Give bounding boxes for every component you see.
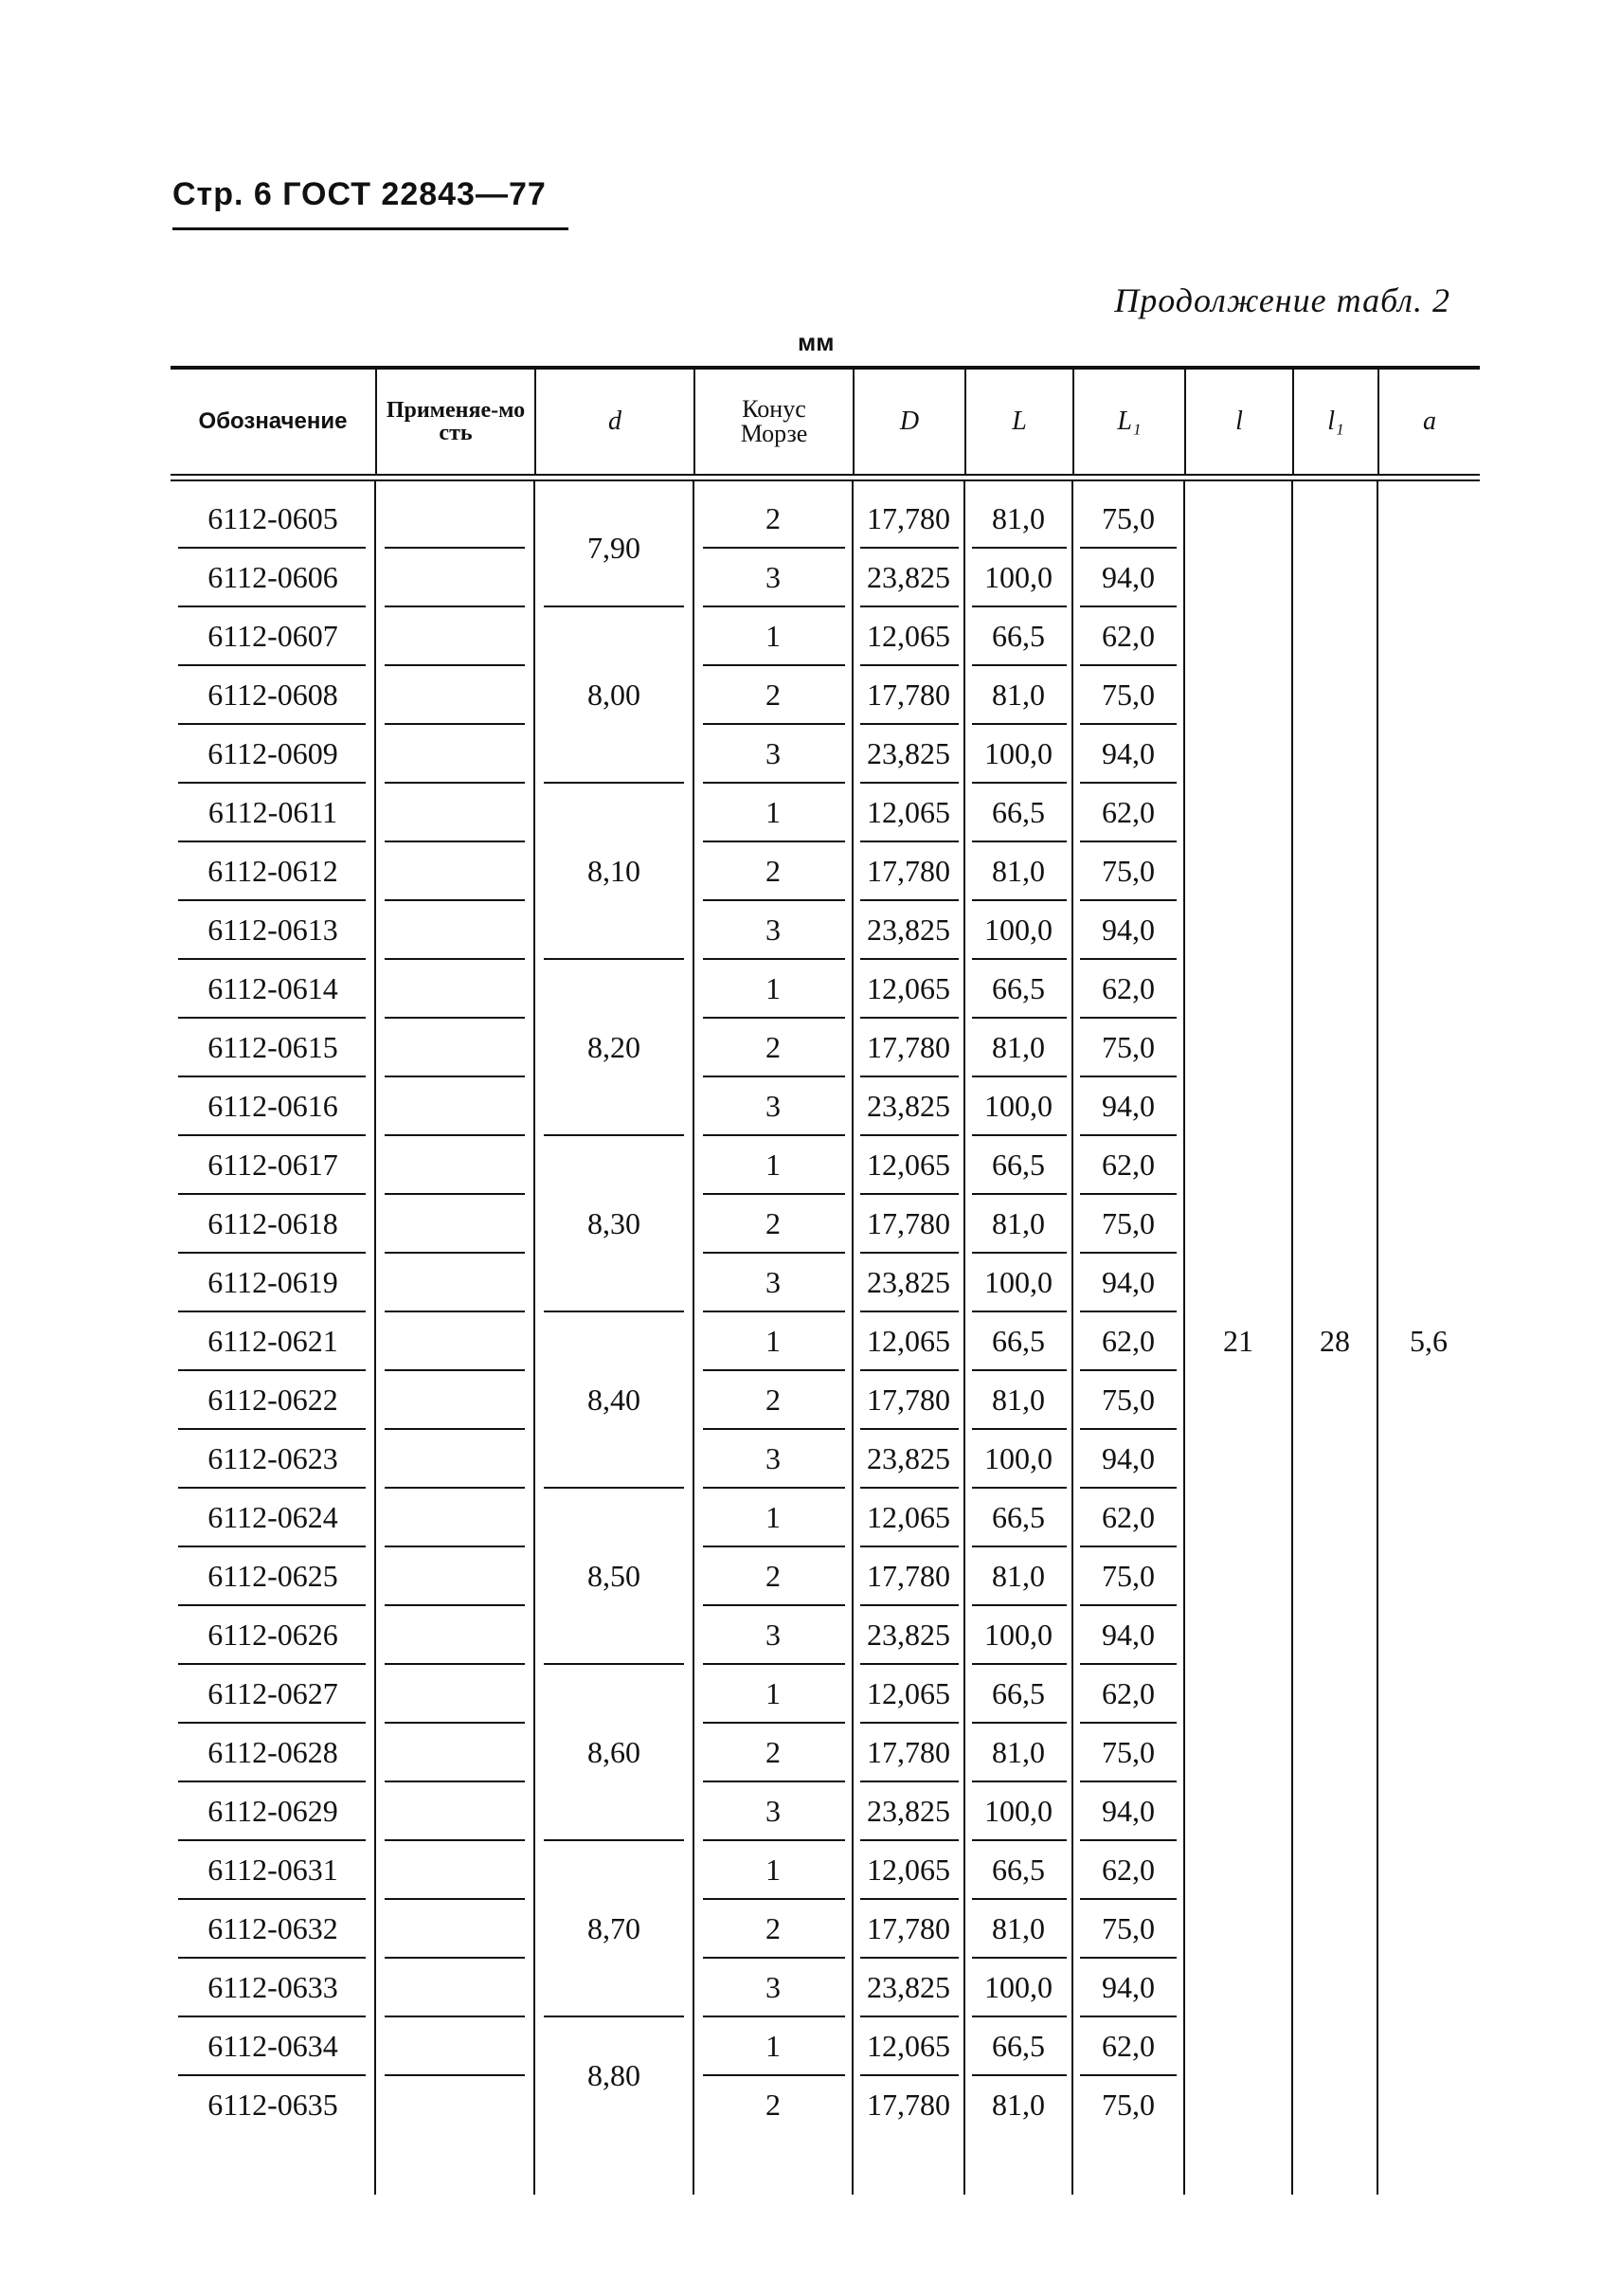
row-designation: 6112-0613 [207, 912, 338, 947]
row-L: 81,0 [992, 1029, 1045, 1064]
row-L1: 75,0 [1102, 853, 1155, 888]
row-L: 81,0 [992, 1558, 1045, 1593]
units-label: мм [798, 328, 835, 356]
row-designation: 6112-0621 [207, 1323, 338, 1358]
dimensions-table [171, 366, 1480, 2195]
row-morse-cone: 2 [765, 677, 781, 712]
row-L: 66,5 [992, 1323, 1045, 1358]
header-morse-cone [693, 370, 853, 474]
row-morse-cone: 1 [765, 2028, 781, 2063]
row-rule [385, 1898, 525, 1900]
row-D: 17,780 [867, 2087, 950, 2122]
header-l: l [1184, 370, 1292, 474]
row-rule [385, 899, 525, 901]
row-rule [385, 1369, 525, 1371]
group-d-value: 8,00 [587, 677, 640, 712]
table-body [171, 481, 1480, 2195]
shared-l-value: 21 [1223, 1323, 1253, 1358]
row-L1: 94,0 [1102, 559, 1155, 594]
row-designation: 6112-0623 [207, 1440, 338, 1475]
row-designation: 6112-0628 [207, 1734, 338, 1769]
row-morse-cone: 2 [765, 853, 781, 888]
row-morse-cone: 1 [765, 1147, 781, 1182]
row-D: 17,780 [867, 1558, 950, 1593]
row-L1: 75,0 [1102, 1382, 1155, 1417]
row-D: 17,780 [867, 1205, 950, 1240]
row-L1: 62,0 [1102, 2028, 1155, 2063]
row-rule [385, 1487, 525, 1489]
row-rule [385, 606, 525, 607]
row-morse-cone: 2 [765, 1029, 781, 1064]
row-rule [385, 1839, 525, 1841]
row-D: 17,780 [867, 500, 950, 535]
row-morse-cone: 3 [765, 1264, 781, 1299]
row-L: 100,0 [984, 1793, 1053, 1828]
header-l1: l₁ [1292, 370, 1377, 474]
row-D: 17,780 [867, 1910, 950, 1945]
shared-a-value: 5,6 [1410, 1323, 1448, 1358]
row-morse-cone: 2 [765, 1205, 781, 1240]
row-designation: 6112-0626 [207, 1617, 338, 1652]
row-designation: 6112-0627 [207, 1675, 338, 1710]
row-rule [385, 1781, 525, 1782]
group-d-value: 8,80 [587, 2057, 640, 2092]
row-L1: 62,0 [1102, 1323, 1155, 1358]
row-morse-cone: 3 [765, 1088, 781, 1123]
row-morse-cone: 2 [765, 1382, 781, 1417]
row-designation: 6112-0617 [207, 1147, 338, 1182]
row-morse-cone: 1 [765, 794, 781, 829]
row-L1: 75,0 [1102, 1029, 1155, 1064]
row-rule [385, 664, 525, 666]
header-applicability-text: Применяе-мость [386, 398, 526, 445]
header-designation: Обозначение [198, 408, 348, 434]
row-morse-cone: 3 [765, 1969, 781, 2004]
row-L1: 62,0 [1102, 970, 1155, 1005]
row-rule [385, 1957, 525, 1959]
group-d-value: 7,90 [587, 530, 640, 565]
row-rule [385, 1017, 525, 1019]
header-d: d [534, 370, 693, 474]
row-designation: 6112-0633 [207, 1969, 338, 2004]
row-D: 17,780 [867, 1382, 950, 1417]
row-morse-cone: 3 [765, 735, 781, 770]
group-d-value: 8,20 [587, 1029, 640, 1064]
row-morse-cone: 1 [765, 970, 781, 1005]
row-designation: 6112-0625 [207, 1558, 338, 1593]
row-designation: 6112-0609 [207, 735, 338, 770]
row-designation: 6112-0624 [207, 1499, 338, 1534]
row-L: 81,0 [992, 1382, 1045, 1417]
row-morse-cone: 2 [765, 1558, 781, 1593]
table-header-row [171, 370, 1480, 474]
header-L: L [964, 370, 1072, 474]
row-L: 100,0 [984, 1088, 1053, 1123]
row-L: 100,0 [984, 1264, 1053, 1299]
row-morse-cone: 3 [765, 1793, 781, 1828]
shared-l1-value: 28 [1320, 1323, 1350, 1358]
row-morse-cone: 2 [765, 2087, 781, 2122]
row-rule [385, 1722, 525, 1724]
row-L1: 75,0 [1102, 1910, 1155, 1945]
row-D: 12,065 [867, 970, 950, 1005]
row-designation: 6112-0616 [207, 1088, 338, 1123]
header-double-rule [171, 474, 1480, 481]
row-L: 66,5 [992, 618, 1045, 653]
group-d-value: 8,30 [587, 1205, 640, 1240]
group-d-value: 8,50 [587, 1558, 640, 1593]
header-D: D [853, 370, 964, 474]
row-L: 66,5 [992, 794, 1045, 829]
row-L1: 75,0 [1102, 1558, 1155, 1593]
row-D: 17,780 [867, 1029, 950, 1064]
row-designation: 6112-0622 [207, 1382, 338, 1417]
row-L: 66,5 [992, 1147, 1045, 1182]
row-rule [385, 1134, 525, 1136]
table-continuation-label: Продолжение табл. 2 [1114, 281, 1450, 319]
row-rule [385, 1193, 525, 1195]
row-D: 12,065 [867, 794, 950, 829]
row-D: 12,065 [867, 1499, 950, 1534]
row-designation: 6112-0619 [207, 1264, 338, 1299]
row-designation: 6112-0634 [207, 2028, 338, 2063]
row-D: 17,780 [867, 1734, 950, 1769]
row-L1: 94,0 [1102, 735, 1155, 770]
row-designation: 6112-0607 [207, 618, 338, 653]
row-designation: 6112-0614 [207, 970, 338, 1005]
row-designation: 6112-0611 [207, 794, 338, 829]
row-morse-cone: 3 [765, 912, 781, 947]
row-rule [385, 1311, 525, 1312]
row-L1: 94,0 [1102, 1617, 1155, 1652]
row-D: 23,825 [867, 1440, 950, 1475]
row-L1: 62,0 [1102, 1852, 1155, 1887]
row-L1: 75,0 [1102, 2087, 1155, 2122]
row-morse-cone: 2 [765, 1734, 781, 1769]
row-L: 81,0 [992, 2087, 1045, 2122]
row-rule [385, 2074, 525, 2076]
row-morse-cone: 1 [765, 618, 781, 653]
row-rule [385, 2016, 525, 2017]
row-D: 23,825 [867, 912, 950, 947]
row-morse-cone: 3 [765, 1440, 781, 1475]
row-L1: 62,0 [1102, 794, 1155, 829]
row-L1: 75,0 [1102, 1205, 1155, 1240]
row-L1: 94,0 [1102, 1440, 1155, 1475]
row-L: 100,0 [984, 1969, 1053, 2004]
row-rule [385, 841, 525, 842]
row-D: 23,825 [867, 559, 950, 594]
row-L: 66,5 [992, 1499, 1045, 1534]
row-L: 100,0 [984, 912, 1053, 947]
row-rule [385, 1428, 525, 1430]
row-L: 100,0 [984, 735, 1053, 770]
row-D: 23,825 [867, 1264, 950, 1299]
row-rule [385, 782, 525, 784]
row-D: 12,065 [867, 1147, 950, 1182]
row-L1: 75,0 [1102, 677, 1155, 712]
row-designation: 6112-0635 [207, 2087, 338, 2122]
row-D: 12,065 [867, 2028, 950, 2063]
group-d-value: 8,60 [587, 1734, 640, 1769]
row-L1: 62,0 [1102, 1499, 1155, 1534]
row-morse-cone: 1 [765, 1675, 781, 1710]
row-D: 23,825 [867, 1793, 950, 1828]
row-L: 100,0 [984, 559, 1053, 594]
row-L1: 62,0 [1102, 1147, 1155, 1182]
row-rule [385, 1252, 525, 1254]
row-D: 23,825 [867, 1088, 950, 1123]
row-L1: 94,0 [1102, 1793, 1155, 1828]
row-L: 81,0 [992, 500, 1045, 535]
row-rule [385, 1546, 525, 1547]
row-L1: 75,0 [1102, 1734, 1155, 1769]
row-L1: 94,0 [1102, 1264, 1155, 1299]
row-morse-cone: 1 [765, 1323, 781, 1358]
row-L: 81,0 [992, 853, 1045, 888]
row-D: 12,065 [867, 618, 950, 653]
row-designation: 6112-0618 [207, 1205, 338, 1240]
row-L: 66,5 [992, 1852, 1045, 1887]
page-header [172, 176, 547, 213]
row-D: 23,825 [867, 1617, 950, 1652]
row-L1: 94,0 [1102, 1969, 1155, 2004]
row-L: 81,0 [992, 1205, 1045, 1240]
page-header-text: Стр. 6 ГОСТ 22843—77 [172, 176, 547, 212]
row-L: 100,0 [984, 1617, 1053, 1652]
row-morse-cone: 2 [765, 1910, 781, 1945]
row-L: 66,5 [992, 970, 1045, 1005]
header-rule [172, 227, 568, 230]
group-d-value: 8,10 [587, 853, 640, 888]
header-a: a [1377, 370, 1480, 474]
header-L1: L₁ [1072, 370, 1184, 474]
row-designation: 6112-0629 [207, 1793, 338, 1828]
row-D: 17,780 [867, 853, 950, 888]
row-L1: 94,0 [1102, 912, 1155, 947]
header-morse-cone-text: Конус Морзе [740, 395, 808, 447]
row-L1: 62,0 [1102, 618, 1155, 653]
row-D: 12,065 [867, 1852, 950, 1887]
row-morse-cone: 3 [765, 559, 781, 594]
header-applicability [375, 370, 534, 474]
row-L1: 75,0 [1102, 500, 1155, 535]
row-L: 66,5 [992, 2028, 1045, 2063]
row-designation: 6112-0612 [207, 853, 338, 888]
row-designation: 6112-0615 [207, 1029, 338, 1064]
row-designation: 6112-0631 [207, 1852, 338, 1887]
row-L1: 62,0 [1102, 1675, 1155, 1710]
row-L1: 94,0 [1102, 1088, 1155, 1123]
row-designation: 6112-0608 [207, 677, 338, 712]
row-D: 12,065 [867, 1323, 950, 1358]
row-L: 66,5 [992, 1675, 1045, 1710]
row-L: 81,0 [992, 677, 1045, 712]
row-designation: 6112-0606 [207, 559, 338, 594]
group-d-value: 8,40 [587, 1382, 640, 1417]
row-rule [385, 1604, 525, 1606]
row-designation: 6112-0632 [207, 1910, 338, 1945]
row-rule [385, 1663, 525, 1665]
row-rule [385, 1076, 525, 1077]
row-D: 17,780 [867, 677, 950, 712]
row-rule [385, 723, 525, 725]
group-d-value: 8,70 [587, 1910, 640, 1945]
row-rule [385, 958, 525, 960]
row-L: 81,0 [992, 1734, 1045, 1769]
row-L: 100,0 [984, 1440, 1053, 1475]
row-D: 23,825 [867, 1969, 950, 2004]
row-D: 23,825 [867, 735, 950, 770]
row-morse-cone: 1 [765, 1499, 781, 1534]
row-morse-cone: 1 [765, 1852, 781, 1887]
row-morse-cone: 3 [765, 1617, 781, 1652]
row-designation: 6112-0605 [207, 500, 338, 535]
row-morse-cone: 2 [765, 500, 781, 535]
row-rule [385, 547, 525, 549]
row-L: 81,0 [992, 1910, 1045, 1945]
row-D: 12,065 [867, 1675, 950, 1710]
